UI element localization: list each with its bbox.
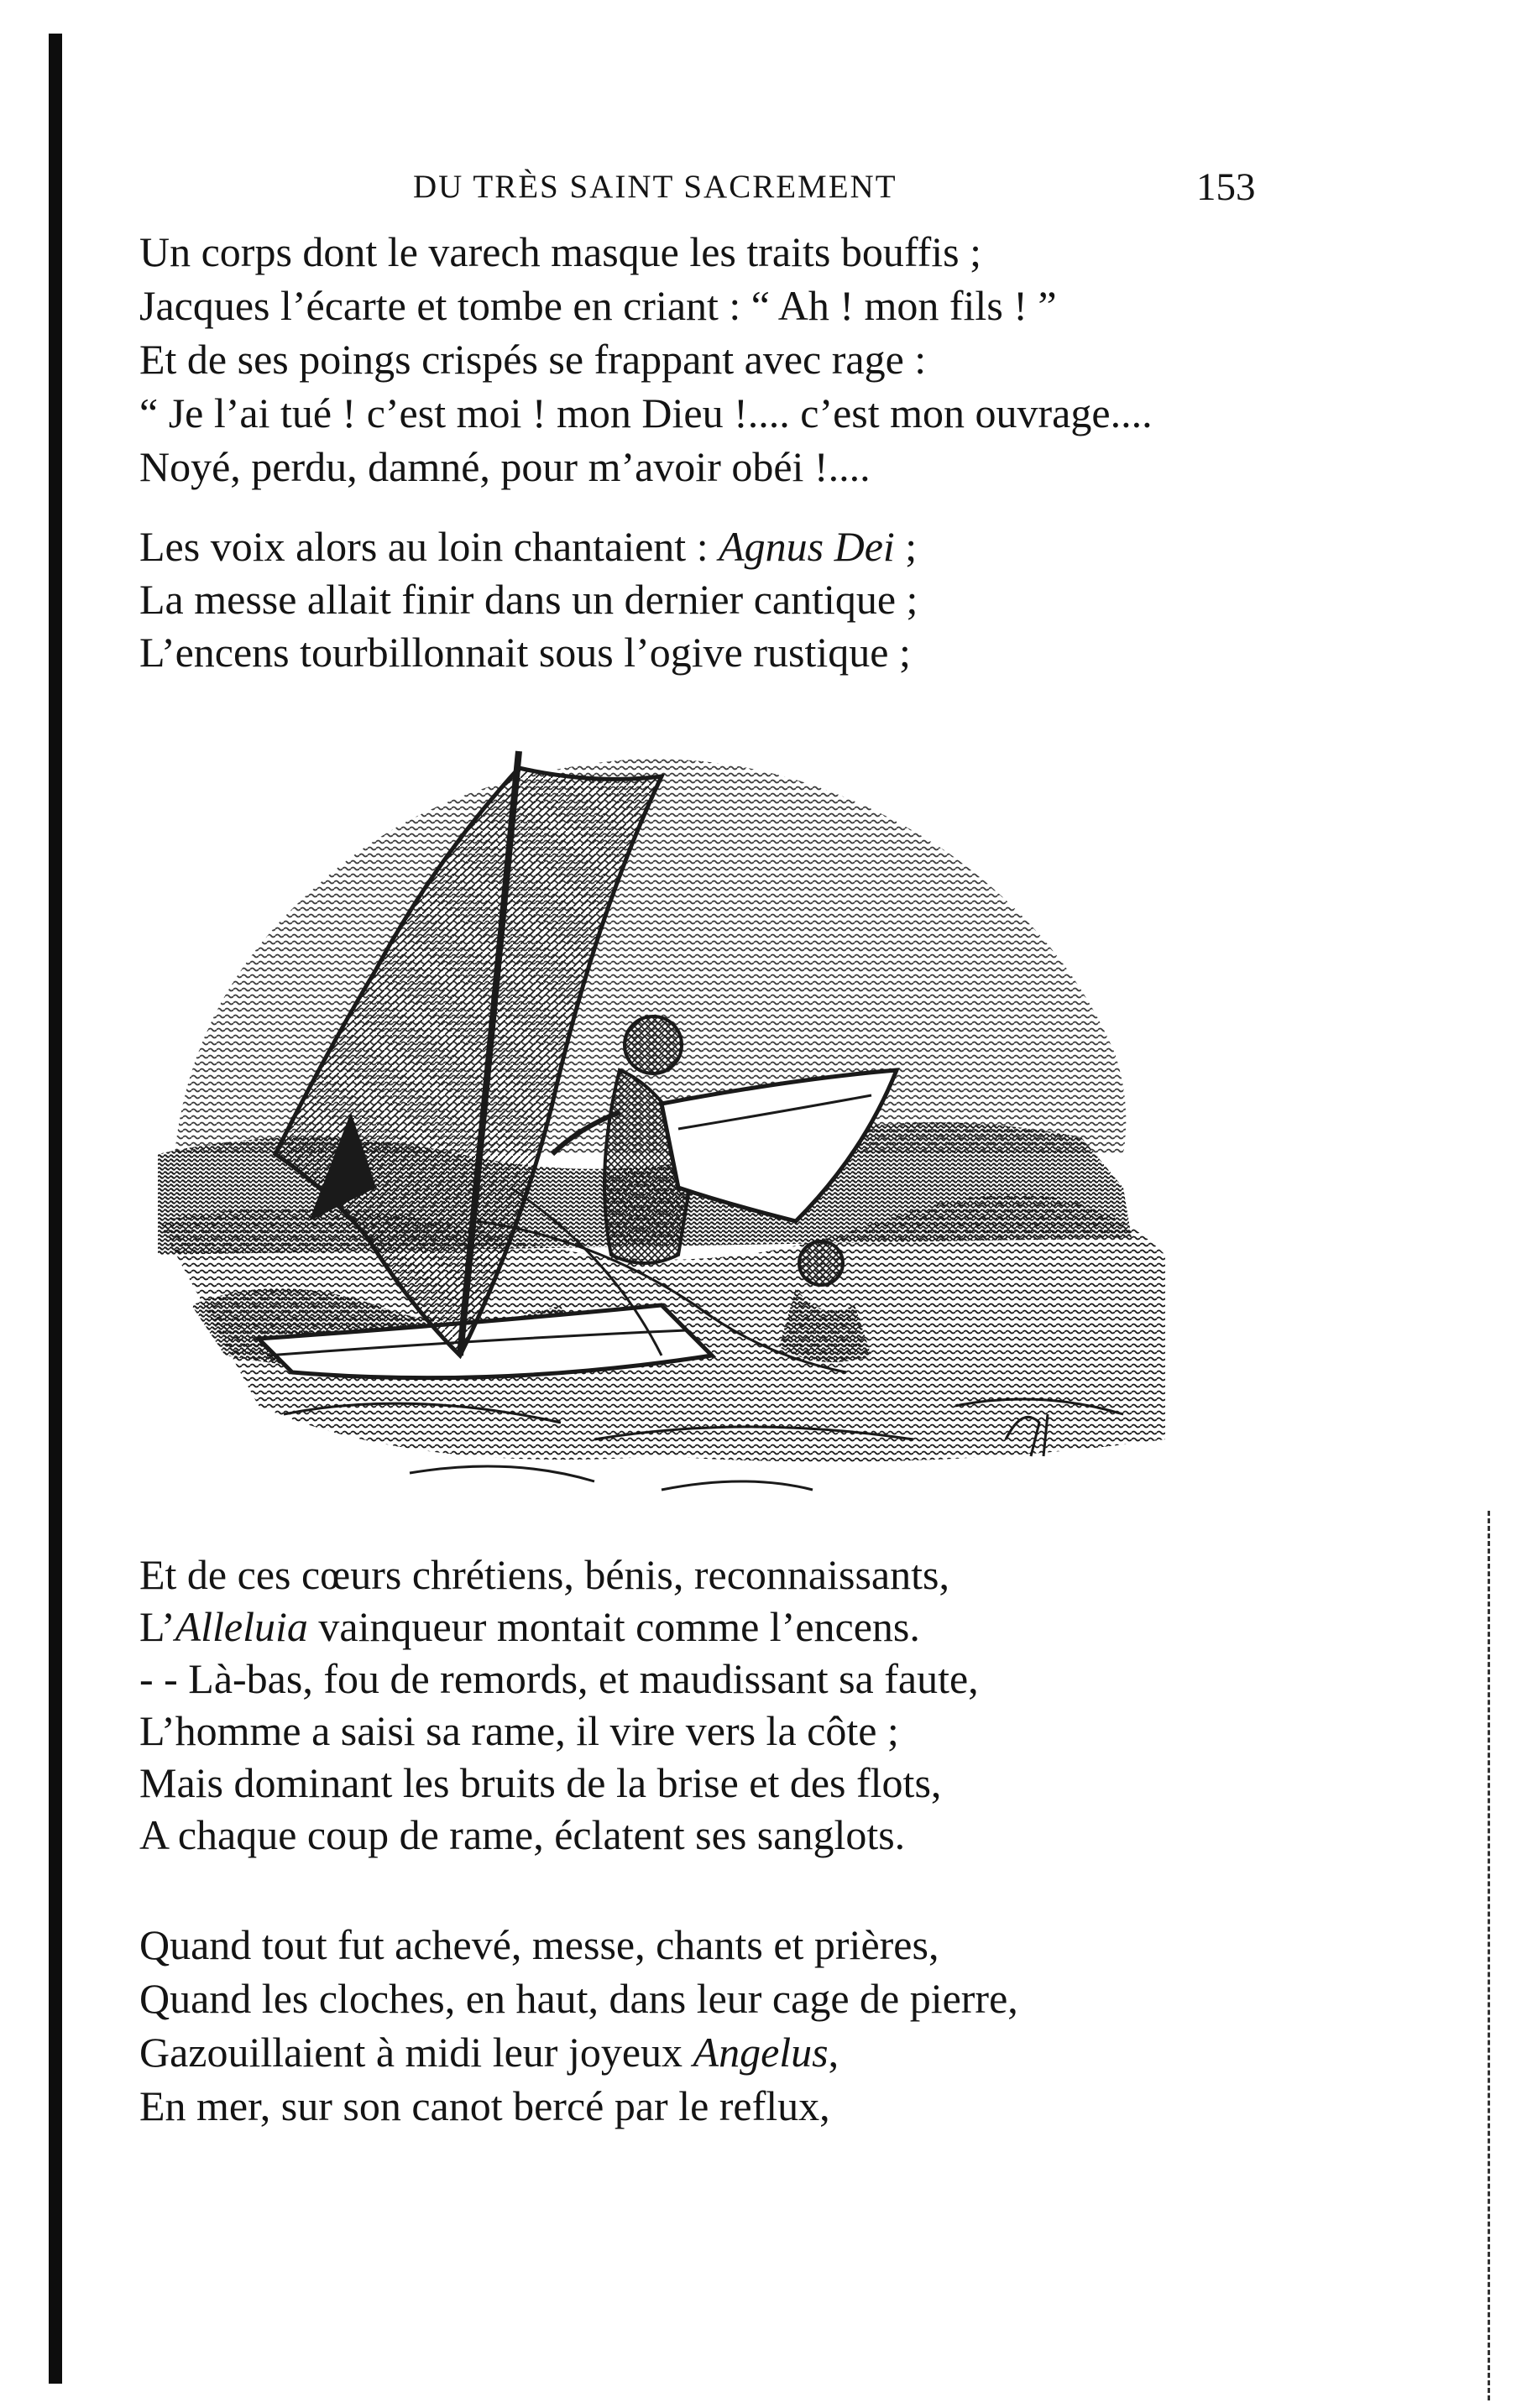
verse-line: L’homme a saisi sa rame, il vire vers la côte ; [139, 1707, 899, 1754]
verse-line [139, 520, 918, 573]
page-header [0, 165, 1522, 218]
verse-line [139, 2025, 1018, 2079]
latin-phrase: Agnus Dei [719, 523, 895, 570]
verse-text: Les voix alors au loin chantaient : [139, 523, 719, 570]
verse-line: Mais dominant les bruits de la brise et des flots, [139, 1759, 942, 1806]
verse-text: , [828, 2029, 839, 2076]
page-binding-edge [49, 34, 62, 2384]
verse-text: vainqueur montait comme l’encens. [307, 1603, 920, 1650]
verse-line: Et de ses poings crispés se frappant avec rage : [139, 336, 927, 383]
verse-line: La messe allait finir dans un dernier cantique ; [139, 576, 918, 623]
verse-line: A chaque coup de rame, éclatent ses sanglots. [139, 1811, 906, 1858]
scan-margin-artifact [1488, 1511, 1490, 2400]
verse-line: Jacques l’écarte et tombe en criant : “ Ah ! mon fils ! ” [139, 282, 1057, 329]
running-title: DU TRÈS SAINT SACREMENT [413, 169, 897, 205]
verse-line: - - Là-bas, fou de remords, et maudissant sa faute, [139, 1655, 979, 1702]
stanza-1 [139, 225, 1153, 494]
engraving-boat-icon [158, 718, 1190, 1523]
stanza-2 [139, 520, 918, 679]
verse-text: ; [894, 523, 918, 570]
verse-line [139, 1601, 979, 1653]
verse-line: Un corps dont le varech masque les traits bouffis ; [139, 228, 982, 275]
verse-line: “ Je l’ai tué ! c’est moi ! mon Dieu !.... c’est mon ouvrage.... [139, 389, 1153, 436]
verse-line: Noyé, perdu, damné, pour m’avoir obéi !.... [139, 443, 871, 490]
verse-line: En mer, sur son canot bercé par le reflux, [139, 2082, 830, 2129]
verse-line: Quand les cloches, en haut, dans leur cage de pierre, [139, 1975, 1018, 2022]
page-number: 153 [1196, 165, 1256, 209]
verse-text: L’ [139, 1603, 175, 1650]
verse-line: Quand tout fut achevé, messe, chants et prières, [139, 1921, 939, 1968]
latin-phrase: Alleluia [175, 1603, 308, 1650]
latin-phrase: Angelus [693, 2029, 829, 2076]
verse-text: Gazouillaient à midi leur joyeux [139, 2029, 693, 2076]
stanza-4 [139, 1918, 1018, 2133]
stanza-3 [139, 1549, 979, 1861]
verse-line: L’encens tourbillonnait sous l’ogive rustique ; [139, 629, 911, 676]
verse-line: Et de ces cœurs chrétiens, bénis, reconnaissants, [139, 1551, 949, 1598]
